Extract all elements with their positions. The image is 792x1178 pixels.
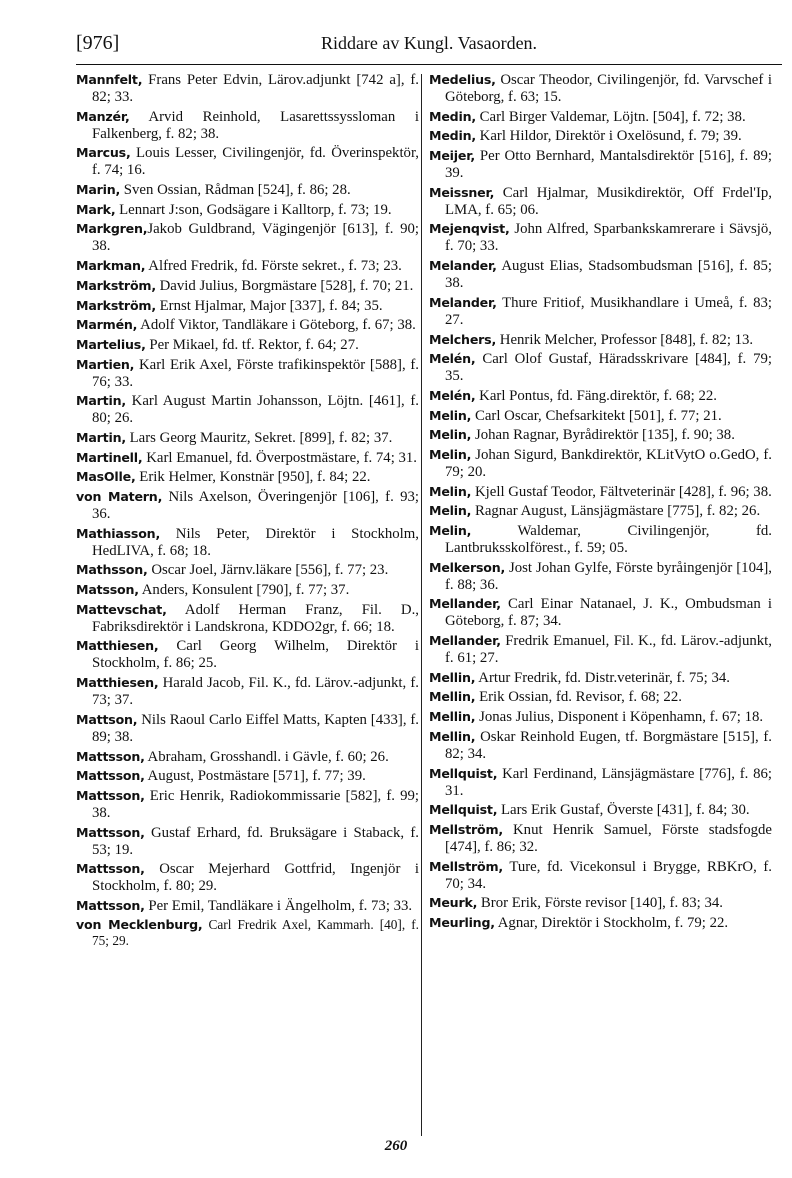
page-title: Riddare av Kungl. Vasaorden. (320, 33, 538, 53)
entry-surname: Martelius, (76, 336, 146, 352)
entry-details: Gustaf Erhard, fd. Bruksägare i Staback, f. 53; 19. (92, 824, 419, 858)
entry-surname: Melin, (429, 427, 472, 443)
register-entry (76, 637, 419, 672)
entry-surname: Meurk, (429, 895, 478, 911)
entry-surname: Melin, (429, 483, 472, 499)
register-entry (429, 108, 772, 126)
entry-details: Oscar Theodor, Civilingenjör, fd. Varvschef i Göteborg, f. 63; 15. (445, 72, 772, 105)
entry-details: Karl August Martin Johansson, Löjtn. [461], f. 80; 26. (92, 393, 419, 427)
register-entry (76, 144, 419, 179)
entry-surname: Marin, (76, 182, 121, 198)
footer-page-number: 260 (384, 1138, 408, 1154)
entry-surname: Mattsson, (76, 748, 145, 764)
register-entry (429, 559, 772, 594)
register-entry (76, 392, 419, 427)
register-entry (76, 674, 419, 709)
register-entry (429, 147, 772, 182)
entry-surname: von Matern, (76, 489, 163, 504)
entry-surname: Marcus, (76, 145, 131, 161)
entry-surname: Mattsson, (76, 768, 145, 784)
entry-surname: Mattsson, (76, 861, 145, 877)
entry-surname: Markström, (76, 297, 156, 313)
entry-details: Frans Peter Edvin, Lärov.adjunkt [742 a], f. 82; 33. (92, 72, 419, 105)
entry-details: Agnar, Direktör i Stockholm, f. 79; 22. (494, 914, 729, 931)
header-rule (76, 64, 782, 65)
register-entry (76, 525, 419, 560)
entry-details: Ture, fd. Vicekonsul i Brygge, RBKrO, f. 70; 34. (445, 858, 772, 892)
register-entry (429, 688, 772, 706)
entry-surname: Medin, (429, 128, 476, 144)
register-entry (76, 277, 419, 295)
register-entry (76, 860, 419, 895)
register-entry (429, 708, 772, 726)
register-entry (429, 894, 772, 912)
entry-surname: Melander, (429, 258, 497, 274)
register-entry (76, 181, 419, 199)
entry-details: John Alfred, Sparbankskamrerare i Sävsjö, f. 70; 33. (445, 221, 772, 255)
entry-details: Lars Erik Gustaf, Överste [431], f. 84; 30. (497, 802, 750, 819)
entry-surname: Manzér, (76, 108, 130, 124)
entry-surname: Melchers, (429, 331, 497, 347)
entry-surname: Markström, (76, 277, 156, 293)
register-entry (76, 711, 419, 746)
left-column (76, 71, 419, 950)
register-entry (429, 350, 772, 385)
entry-details: Carl Oscar, Chefsarkitekt [501], f. 77; 21. (471, 407, 722, 424)
entry-surname: Melén, (429, 387, 476, 403)
entry-details: Eric Henrik, Radiokommissarie [582], f. 99; 38. (92, 787, 419, 821)
entry-details: Adolf Herman Franz, Fil. D., Fabriksdirektör i Landskrona, KDDO2gr, f. 66; 18. (92, 601, 419, 635)
entry-surname: Matsson, (76, 582, 139, 598)
column-divider (421, 74, 422, 1136)
register-entry (429, 522, 772, 557)
entry-details: Kjell Gustaf Teodor, Fältveterinär [428], f. 96; 38. (471, 483, 772, 500)
page-header (76, 30, 782, 60)
entry-details: Thure Fritiof, Musikhandlare i Umeå, f. 83; 27. (445, 294, 772, 328)
entry-details: Carl Olof Gustaf, Häradsskrivare [484], f. 79; 35. (445, 351, 772, 385)
entry-details: Karl Erik Axel, Förste trafikinspektör [588], f. 76; 33. (92, 356, 419, 390)
entry-details: Oskar Reinhold Eugen, tf. Borgmästare [515], f. 82; 34. (445, 728, 772, 762)
entry-details: Knut Henrik Samuel, Förste stadsfogde [474], f. 86; 32. (445, 821, 772, 855)
entry-details: Alfred Fredrik, fd. Förste sekret., f. 73; 23. (145, 258, 402, 275)
entry-details: Per Emil, Tandläkare i Ängelholm, f. 73; 33. (144, 897, 413, 914)
entry-surname: Mellin, (429, 709, 476, 725)
register-entry (76, 201, 419, 219)
register-entry (429, 257, 772, 292)
entry-surname: Markman, (76, 258, 146, 274)
entry-details: Carl Birger Valdemar, Löjtn. [504], f. 72; 38. (475, 108, 746, 125)
entry-details: Artur Fredrik, fd. Distr.veterinär, f. 75; 34. (475, 669, 730, 686)
register-entry (429, 728, 772, 763)
entry-surname: Mathiasson, (76, 525, 161, 541)
register-entry (76, 561, 419, 579)
entry-details: Oscar Mejerhard Gottfrid, Ingenjör i Stockholm, f. 80; 29. (92, 861, 419, 895)
entry-surname: Mattson, (76, 711, 138, 727)
entry-details: Lars Georg Mauritz, Sekret. [899], f. 82; 37. (125, 429, 393, 446)
register-entry (429, 387, 772, 405)
entry-details: Karl Ferdinand, Länsjägmästare [776], f. 86; 31. (445, 765, 772, 799)
entry-details: Carl Hjalmar, Musikdirektör, Off Frdel'Ip, LMA, f. 65; 06. (445, 184, 772, 218)
entry-details: August, Postmästare [571], f. 77; 39. (144, 768, 366, 785)
register-entry (429, 71, 772, 106)
entry-surname: Mellander, (429, 633, 501, 649)
register-entry (76, 601, 419, 636)
entry-surname: Melén, (429, 351, 476, 367)
register-entry (429, 407, 772, 425)
header-page-number: [976] (76, 32, 120, 54)
entry-details: Erik Helmer, Konstnär [950], f. 84; 22. (135, 469, 371, 486)
entry-details: Karl Pontus, fd. Fäng.direktör, f. 68; 22. (475, 387, 717, 404)
entry-surname: Melander, (429, 294, 497, 310)
register-entry (429, 765, 772, 800)
register-entry (429, 502, 772, 520)
entry-surname: Mattsson, (76, 824, 145, 840)
register-entry (76, 917, 419, 949)
entry-details: Jakob Guldbrand, Vägingenjör [613], f. 90; 38. (92, 221, 419, 255)
register-entry (76, 468, 419, 486)
entry-details: Nils Peter, Direktör i Stockholm, HedLIVA, f. 68; 18. (92, 525, 419, 559)
entry-surname: Meurling, (429, 914, 495, 930)
entry-details: Sven Ossian, Rådman [524], f. 86; 28. (120, 182, 351, 199)
entry-surname: Mark, (76, 201, 116, 217)
register-entry (76, 316, 419, 334)
entry-details: Abraham, Grosshandl. i Gävle, f. 60; 26. (144, 748, 389, 765)
register-entry (429, 483, 772, 501)
register-entry (76, 767, 419, 785)
entry-details: Erik Ossian, fd. Revisor, f. 68; 22. (475, 689, 682, 706)
register-entry (429, 426, 772, 444)
entry-surname: Markgren, (76, 221, 148, 237)
entry-details: Carl Einar Natanael, J. K., Ombudsman i Göteborg, f. 87; 34. (445, 596, 772, 630)
register-entry (76, 897, 419, 915)
register-entry (76, 220, 419, 255)
entry-surname: Martin, (76, 429, 126, 445)
register-entry (76, 488, 419, 523)
entry-details: Johan Ragnar, Byrådirektör [135], f. 90; 38. (471, 427, 735, 444)
entry-details: Karl Hildor, Direktör i Oxelösund, f. 79; 39. (475, 128, 742, 145)
register-entry (76, 429, 419, 447)
entry-surname: Mellquist, (429, 765, 498, 781)
entry-details: Carl Georg Wilhelm, Direktör i Stockholm, f. 86; 25. (92, 638, 419, 672)
entry-details: Ernst Hjalmar, Major [337], f. 84; 35. (155, 297, 383, 314)
right-column (429, 71, 772, 934)
entry-details: Ragnar August, Länsjägmästare [775], f. 82; 26. (471, 503, 761, 520)
entry-surname: Martin, (76, 393, 126, 409)
entry-surname: Matthiesen, (76, 638, 159, 654)
entry-surname: Mattsson, (76, 897, 145, 913)
entry-details: Waldemar, Civilingenjör, fd. Lantbruksskolförest., f. 59; 05. (445, 523, 772, 556)
entry-details: Karl Emanuel, fd. Överpostmästare, f. 74; 31. (142, 449, 418, 466)
entry-surname: Mannfelt, (76, 72, 143, 87)
register-entry (429, 801, 772, 819)
entry-surname: Marmén, (76, 317, 138, 333)
entry-details: Per Otto Bernhard, Mantalsdirektör [516], f. 89; 39. (445, 148, 772, 182)
register-entry (429, 632, 772, 667)
entry-surname: Meijer, (429, 148, 475, 164)
entry-surname: Melin, (429, 407, 472, 423)
entry-surname: Mattevschat, (76, 601, 167, 617)
entry-surname: Meissner, (429, 184, 495, 200)
entry-details: Oscar Joel, Järnv.läkare [556], f. 77; 23. (147, 562, 389, 579)
entry-surname: Mattsson, (76, 787, 145, 803)
register-entry (76, 748, 419, 766)
register-entry (76, 71, 419, 106)
entry-details: Fredrik Emanuel, Fil. K., fd. Lärov.-adjunkt, f. 61; 27. (445, 633, 772, 667)
entry-details: Carl Fredrik Axel, Kammarh. [40], f. 75; 29. (92, 916, 419, 948)
entry-surname: Mellin, (429, 728, 476, 744)
entry-details: Johan Sigurd, Bankdirektör, KLitVytO o.GedO, f. 79; 20. (445, 446, 772, 480)
register-entry (76, 787, 419, 822)
entry-surname: Mellin, (429, 689, 476, 705)
register-entry (429, 669, 772, 687)
entry-details: August Elias, Stadsombudsman [516], f. 85; 38. (445, 258, 772, 292)
entry-details: Per Mikael, fd. tf. Rektor, f. 64; 27. (145, 336, 359, 353)
register-entry (429, 446, 772, 481)
entry-surname: Medin, (429, 108, 476, 124)
register-entry (76, 336, 419, 354)
entry-details: Jost Johan Gylfe, Förste byråingenjör [104], f. 88; 36. (445, 559, 772, 593)
register-entry (76, 108, 419, 143)
entry-details: Jonas Julius, Disponent i Köpenhamn, f. 67; 18. (475, 709, 764, 726)
register-entry (429, 821, 772, 856)
entry-surname: Melkerson, (429, 559, 506, 575)
entry-surname: Melin, (429, 446, 472, 462)
register-entry (429, 127, 772, 145)
entry-surname: Medelius, (429, 72, 496, 87)
entry-details: Anders, Konsulent [790], f. 77; 37. (138, 582, 350, 599)
entry-surname: Martinell, (76, 449, 143, 465)
register-entry (429, 595, 772, 630)
register-entry (429, 294, 772, 329)
entry-surname: Mellander, (429, 596, 501, 612)
register-entry (76, 356, 419, 391)
entry-details: Lennart J:son, Godsägare i Kalltorp, f. 73; 19. (115, 201, 392, 218)
entry-surname: Mellström, (429, 858, 503, 874)
entry-surname: Martien, (76, 356, 135, 372)
register-entry (429, 331, 772, 349)
entry-details: Louis Lesser, Civilingenjör, fd. Överinspektör, f. 74; 16. (92, 145, 419, 179)
entry-surname: Melin, (429, 523, 472, 538)
register-entry (429, 914, 772, 932)
entry-surname: Matthiesen, (76, 675, 159, 691)
entry-details: Henrik Melcher, Professor [848], f. 82; 13. (496, 331, 754, 348)
register-entry (76, 449, 419, 467)
entry-details: Adolf Viktor, Tandläkare i Göteborg, f. 67; 38. (137, 317, 416, 334)
entry-surname: Mathsson, (76, 562, 148, 578)
entry-surname: Mellquist, (429, 802, 498, 818)
entry-details: Nils Raoul Carlo Eiffel Matts, Kapten [433], f. 89; 38. (92, 711, 419, 745)
entry-details: Nils Axelson, Överingenjör [106], f. 93; 36. (92, 489, 419, 522)
register-entry (429, 220, 772, 255)
entry-surname: von Mecklenburg, (76, 916, 203, 932)
register-entry (76, 581, 419, 599)
entry-details: David Julius, Borgmästare [528], f. 70; 21. (155, 277, 414, 294)
entry-surname: Melin, (429, 503, 472, 519)
entry-details: Arvid Reinhold, Lasarettssyssloman i Falkenberg, f. 82; 38. (92, 108, 419, 142)
register-entry (76, 824, 419, 859)
register-entry (429, 184, 772, 219)
entry-details: Bror Erik, Förste revisor [140], f. 83; 34. (477, 895, 723, 912)
register-entry (429, 858, 772, 893)
register-entry (76, 297, 419, 315)
entry-surname: MasOlle, (76, 469, 136, 485)
entry-surname: Mejenqvist, (429, 221, 510, 237)
entry-surname: Mellström, (429, 821, 503, 837)
register-entry (76, 257, 419, 275)
entry-details: Harald Jacob, Fil. K., fd. Lärov.-adjunkt, f. 73; 37. (92, 675, 419, 709)
entry-surname: Mellin, (429, 669, 476, 685)
